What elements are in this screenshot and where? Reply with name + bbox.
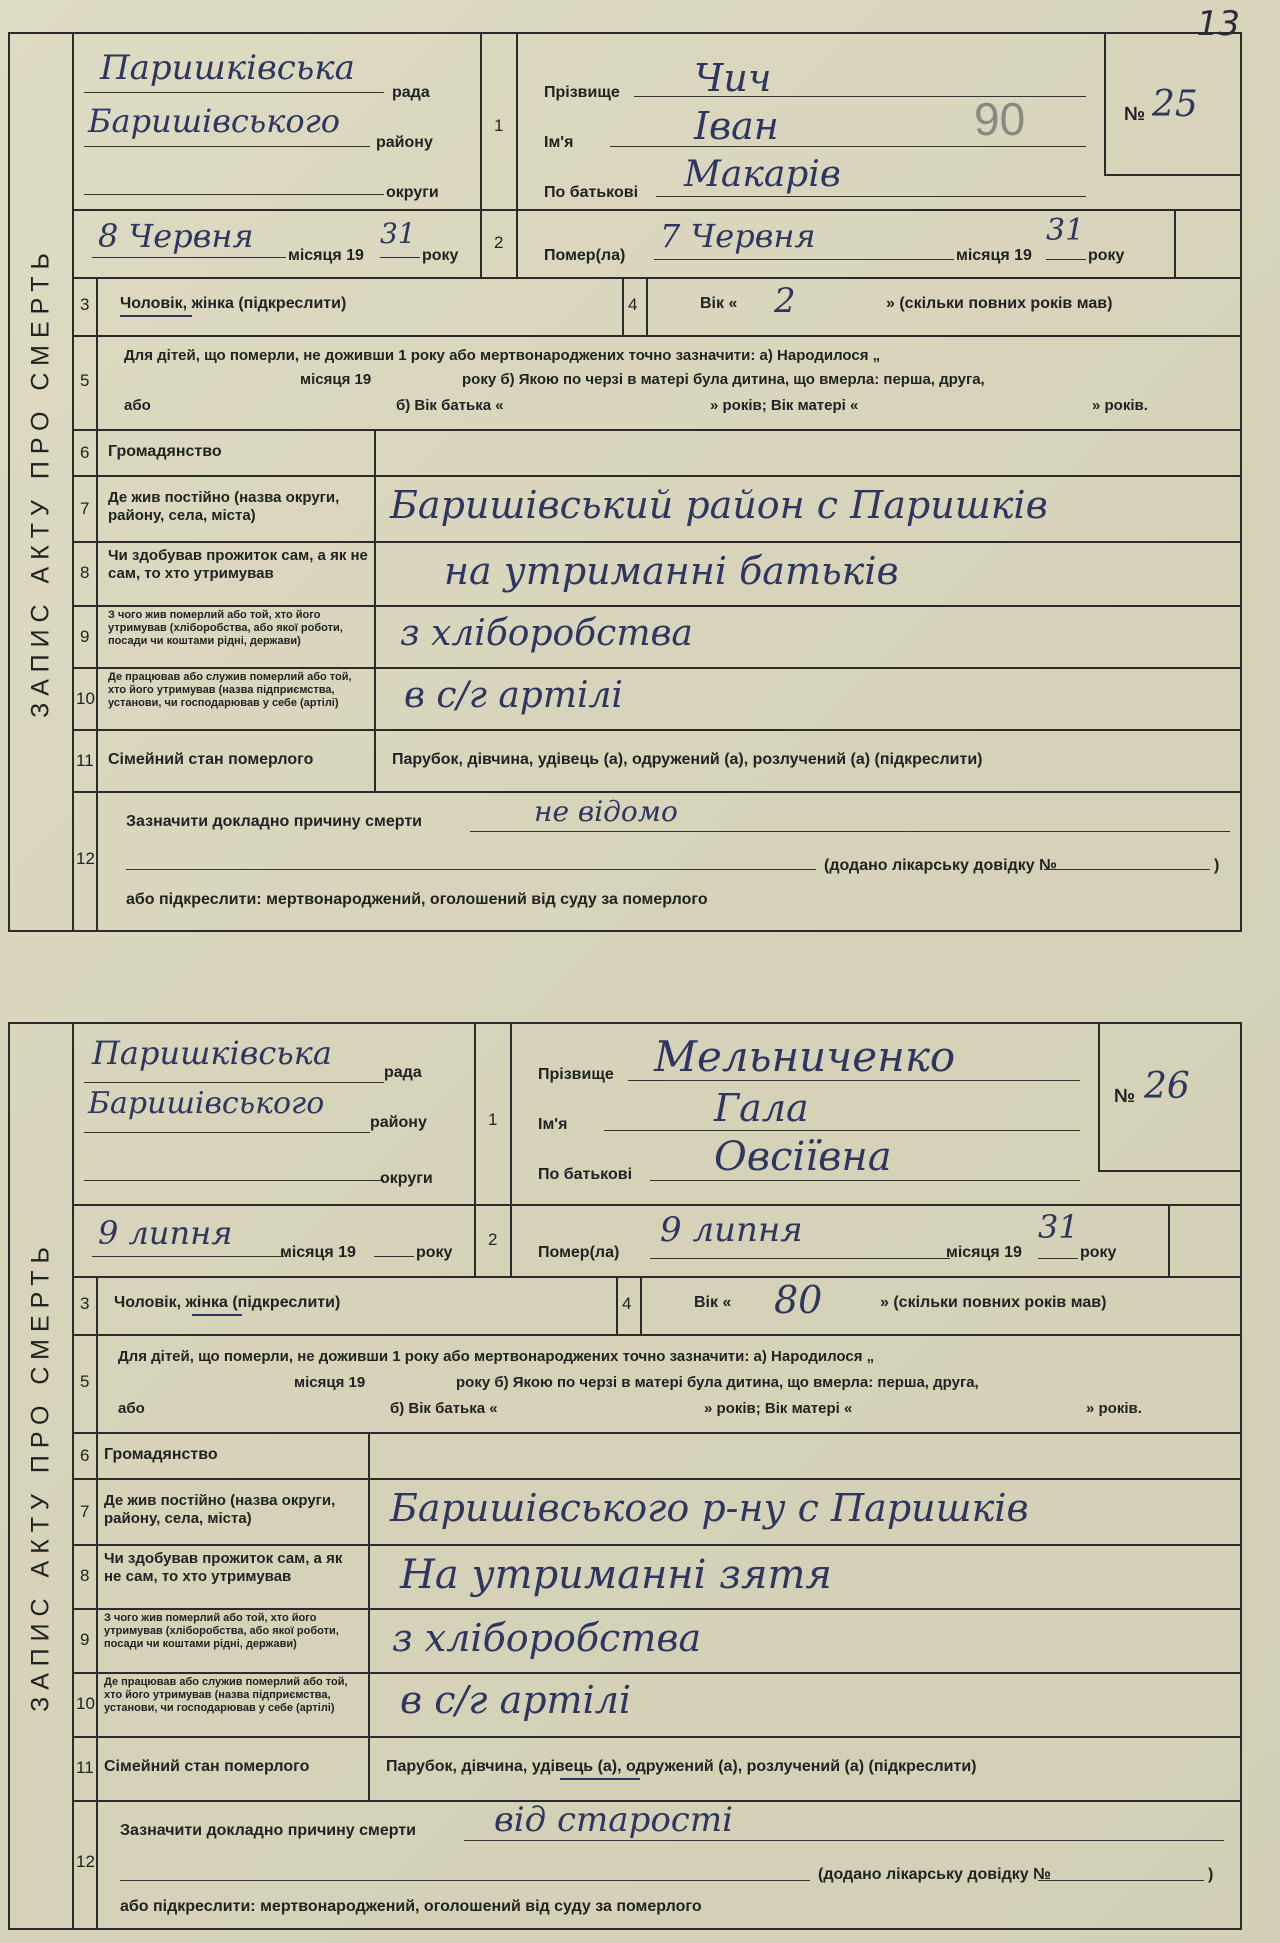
cause-value: від старості bbox=[494, 1800, 733, 1840]
infant-row: 5 Для дітей, що померли, не доживши 1 року або мертвонароджених точно зазначити: а) Народилося „ місяця 19 року б) Якою по черзі в матері була дитина, що вмерла: перша, друга, або б) Вік батька « » років; Вік матері « » років. bbox=[74, 335, 1240, 431]
work-value: в с/г артілі bbox=[404, 675, 623, 716]
record-header-row2: 2 9 липня місяця 19 року Помер(ла) 9 липня місяця 19 31 року bbox=[74, 1204, 1240, 1278]
residence-row: 7 Де жив постійно (назва округи, району, села, міста) Баришівського р-ну с Паришків bbox=[74, 1478, 1240, 1546]
residence-value: Баришівського р-ну с Паришків bbox=[390, 1486, 1029, 1530]
pencil-note: 90 bbox=[974, 93, 1026, 145]
livelihood-value: з хліборобства bbox=[400, 613, 693, 654]
livelihood-row: 9 З чого жив померлий або той, хто його утримував (хліборобства, або якої роботи, посади чи коштами рідні, держави) з хліборобства bbox=[74, 1608, 1240, 1674]
surname-value: Мельниченко bbox=[654, 1032, 956, 1081]
patronymic-value: Макарів bbox=[684, 154, 841, 195]
age-value: 80 bbox=[774, 1278, 823, 1322]
patronymic-value: Овсіївна bbox=[714, 1134, 892, 1180]
sex-age-row: 3 4 Чоловік, жінка (підкреслити) Вік « 80 » (скільки повних років мав) bbox=[74, 1276, 1240, 1336]
death-date-value: 9 липня bbox=[660, 1210, 803, 1250]
marital-row: 11 Сімейний стан померлого Парубок, дівчина, удівець (а), одружений (а), розлучений (а) (підкреслити) bbox=[74, 1736, 1240, 1802]
name-value: Іван bbox=[694, 104, 779, 148]
cause-value: не відомо bbox=[534, 795, 678, 828]
support-value: На утриманні зятя bbox=[400, 1552, 832, 1598]
death-record-1 bbox=[8, 32, 1242, 932]
citizenship-row: 6 Громадянство bbox=[74, 1432, 1240, 1480]
record-number: 25 bbox=[1152, 84, 1198, 125]
support-row: 8 Чи здобував прожиток сам, а як не сам, то хто утримував на утриманні батьків bbox=[74, 541, 1240, 607]
work-row: 10 Де працював або служив померлий або той, хто його утримував (назва підприємства, установи, чи господарював у себе (артілі) в с/г артілі bbox=[74, 1672, 1240, 1738]
cause-row: 12 Зазначити докладно причину смерти не відомо (додано лікарську довідку № ) або підкреслити: мертвонароджений, оголошений від суду за померлого bbox=[74, 791, 1240, 930]
raion-value: Баришівського bbox=[88, 102, 341, 140]
record-header-row2: 2 8 Червня місяця 19 31 року Помер(ла) 7 Червня місяця 19 31 року bbox=[74, 209, 1240, 279]
sex-age-row: 3 4 Чоловік, жінка (підкреслити) Вік « 2 » (скільки повних років мав) bbox=[74, 277, 1240, 337]
residence-row: 7 Де жив постійно (назва округи, району, села, міста) Баришівський район с Паришків bbox=[74, 475, 1240, 543]
surname-value: Чич bbox=[694, 56, 772, 100]
name-value: Гала bbox=[714, 1086, 809, 1130]
work-row: 10 Де працював або служив померлий або той, хто його утримував (назва підприємства, установи, чи господарював у себе (артілі) в с/г артілі bbox=[74, 667, 1240, 731]
death-record-2 bbox=[8, 1022, 1242, 1930]
marital-row: 11 Сімейний стан померлого Парубок, дівчина, удівець (а), одружений (а), розлучений (а) (підкреслити) bbox=[74, 729, 1240, 793]
work-value: в с/г артілі bbox=[400, 1678, 632, 1722]
cause-row: 12 Зазначити докладно причину смерти від старості (додано лікарську довідку № ) або підкреслити: мертвонароджений, оголошений від суду за померлого bbox=[74, 1800, 1240, 1928]
record-number: 26 bbox=[1144, 1066, 1190, 1107]
raion-value: Баришівського bbox=[88, 1086, 325, 1121]
death-date-value: 7 Червня bbox=[660, 217, 816, 255]
residence-value: Баришівський район с Паришків bbox=[390, 483, 1048, 527]
support-value: на утриманні батьків bbox=[444, 549, 899, 593]
support-row: 8 Чи здобував прожиток сам, а як не сам, то хто утримував На утриманні зятя bbox=[74, 1544, 1240, 1610]
rada-value: Паришківська bbox=[100, 48, 355, 88]
livelihood-row: 9 З чого жив померлий або той, хто його утримував (хліборобства, або якої роботи, посади чи коштами рідні, держави) з хліборобства bbox=[74, 605, 1240, 669]
reg-date-value: 9 липня bbox=[98, 1214, 233, 1252]
citizenship-row: 6 Громадянство bbox=[74, 429, 1240, 477]
record-side-title: ЗАПИС АКТУ ПРО СМЕРТЬ bbox=[10, 1024, 74, 1928]
infant-row: 5 Для дітей, що померли, не доживши 1 року або мертвонароджених точно зазначити: а) Народилося „ місяця 19 року б) Якою по черзі в матері була дитина, що вмерла: перша, друга, або б) Вік батька « » років; Вік матері « » років. bbox=[74, 1334, 1240, 1434]
reg-date-value: 8 Червня bbox=[98, 217, 254, 255]
livelihood-value: з хліборобства bbox=[392, 1616, 702, 1660]
record-header-row1: 1 Паришківська рада Баришівського району округи Прізвище Чич 90 Ім'я Іван По батькові Макарів № 25 bbox=[74, 34, 1240, 211]
rada-value: Паришківська bbox=[92, 1034, 332, 1072]
record-header-row1: 1 Паришківська рада Баришівського району округи Прізвище Мельниченко Ім'я Гала По батькові Овсіївна № 26 bbox=[74, 1024, 1240, 1206]
page-number: 13 bbox=[1196, 4, 1240, 44]
record-side-title: ЗАПИС АКТУ ПРО СМЕРТЬ bbox=[10, 34, 74, 930]
age-value: 2 bbox=[774, 281, 796, 321]
